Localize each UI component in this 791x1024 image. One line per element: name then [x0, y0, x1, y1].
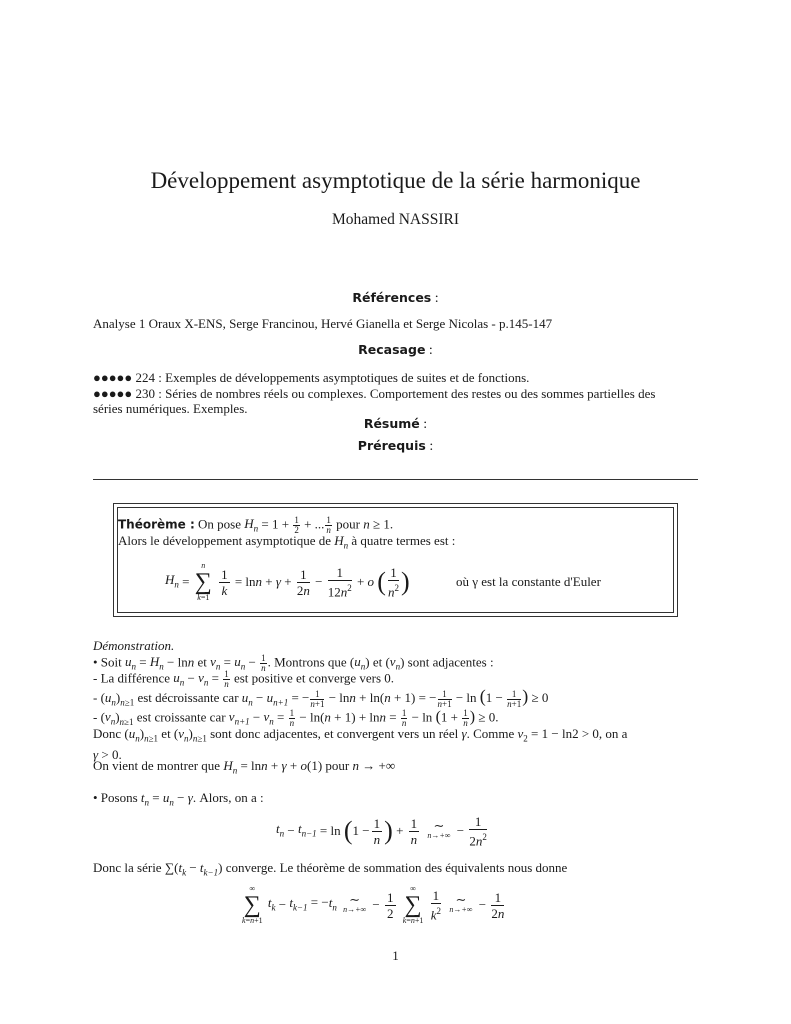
theorem-line-1: Théorème : On pose $H_n = 1$ + $\frac{1}{2}$ + ... $\frac{1}{n}$ pour n ≥ 1.	[118, 515, 394, 535]
theorem-line-2: Alors le développement asymptotique de $H_n$ à quatre termes est :	[118, 533, 456, 551]
theorem-formula: $H_n$ = n ∑ k=1 $\frac{1}{k}$ = lnn + γ + $\frac{1}{2n}$ − $\frac{1}{12n^2}$ + o ( $\frac{1}{n^2}$ )	[165, 561, 410, 602]
demo-formula-2: ∞ ∑ k=n+1 $t_k - t_{k-1} = -t_n$ ∼ n→+∞ − $\frac{1}{2}$ ∞ ∑ k=n+1 $\frac{1}{k^2}$ ∼ n→+∞ − $\frac{1}{2n}$	[242, 884, 505, 925]
document-author: Mohamed NASSIRI	[331, 211, 459, 228]
recasage-heading-row: Recasage :	[358, 342, 433, 358]
recasage-item-230: ●●●●● 230 : Séries de nombres réels ou complexes. Comportement des restes ou des sommes partielles des	[93, 386, 656, 401]
demo-line-3: - $(u_n)_{n\ge 1}$ est décroissante car $u_n - u_{n+1}$ = − $\frac{1}{n+1}$ − lnn + ln(n + 1) = − $\frac{1}{n+1}$ − ln (1 − $\frac{1}{n+1}$ ) ≥ 0	[93, 686, 549, 709]
resume-heading: Résumé	[363, 416, 420, 431]
sum-symbol: n ∑ k=1	[194, 561, 212, 602]
theorem-line2-text: Alors le développement asymptotique de	[118, 533, 332, 548]
demo-line-2: - La différence $u_n - v_n$ = $\frac{1}{n}$ est positive et converge vers 0.	[93, 669, 395, 689]
references-heading-row: Références :	[352, 290, 439, 306]
theorem-euler-note: où γ est la constante d'Euler	[456, 574, 601, 589]
theorem-label: Théorème :	[118, 517, 195, 532]
prerequis-heading-row: Prérequis :	[357, 438, 434, 454]
demo-line-7: • Posons $t_n = u_n - \gamma$. Alors, on a :	[93, 790, 264, 808]
demo-line-6: On vient de montrer que $H_n = \ln n + \gamma + o(1)$ pour n → +∞	[93, 758, 396, 776]
recasage-heading: Recasage	[358, 342, 426, 357]
recasage-item-230-cont: séries numériques. Exemples.	[93, 401, 248, 416]
demo-label: Démonstration.	[93, 638, 175, 653]
theorem-line2-end: à quatre termes est :	[351, 533, 456, 548]
recasage-item-224: ●●●●● 224 : Exemples de développements asymptotiques de suites et de fonctions.	[93, 370, 530, 385]
document-title: Développement asymptotique de la série harmonique	[150, 168, 641, 193]
demo-line-5: Donc $(u_n)_{n\ge 1}$ et $(v_n)_{n\ge 1}$ sont donc adjacentes, et convergent vers un réel γ. Comme $v_2 = 1 - \ln 2 > 0$, on a γ > 0.	[93, 726, 628, 762]
prerequis-heading: Prérequis	[357, 438, 426, 453]
demo-formula-1: $t_n - t_{n-1} = \ln (1$ − $\frac{1}{n}$ ) + $\frac{1}{n}$ ∼ n→+∞ − $\frac{1}{2n^2}$	[276, 814, 487, 849]
references-heading: Références	[352, 290, 432, 305]
references-text: Analyse 1 Oraux X-ENS, Serge Francinou, Hervé Gianella et Serge Nicolas - p.145-147	[93, 316, 553, 331]
page-number: 1	[392, 948, 399, 963]
resume-heading-row: Résumé :	[363, 416, 428, 432]
demo-line-4: - $(v_n)_{n\ge 1}$ est croissante car $v_{n+1} - v_n$ = $\frac{1}{n}$ − ln(n + 1) + lnn = $\frac{1}{n}$ − ln (1 + $\frac{1}{n}$ ) ≥ 0.	[93, 708, 499, 728]
section-divider	[93, 479, 698, 480]
demo-line-8: Donc la série $\sum(t_k - t_{k-1})$ converge. Le théorème de sommation des équivalents nous donne	[93, 860, 568, 878]
demo-line-1: • Soit $u_n = H_n - \ln n$ et $v_n = u_n$ − $\frac{1}{n}$ . Montrons que $(u_n)$ et $(v_n)$ sont adjacentes :	[93, 653, 494, 673]
